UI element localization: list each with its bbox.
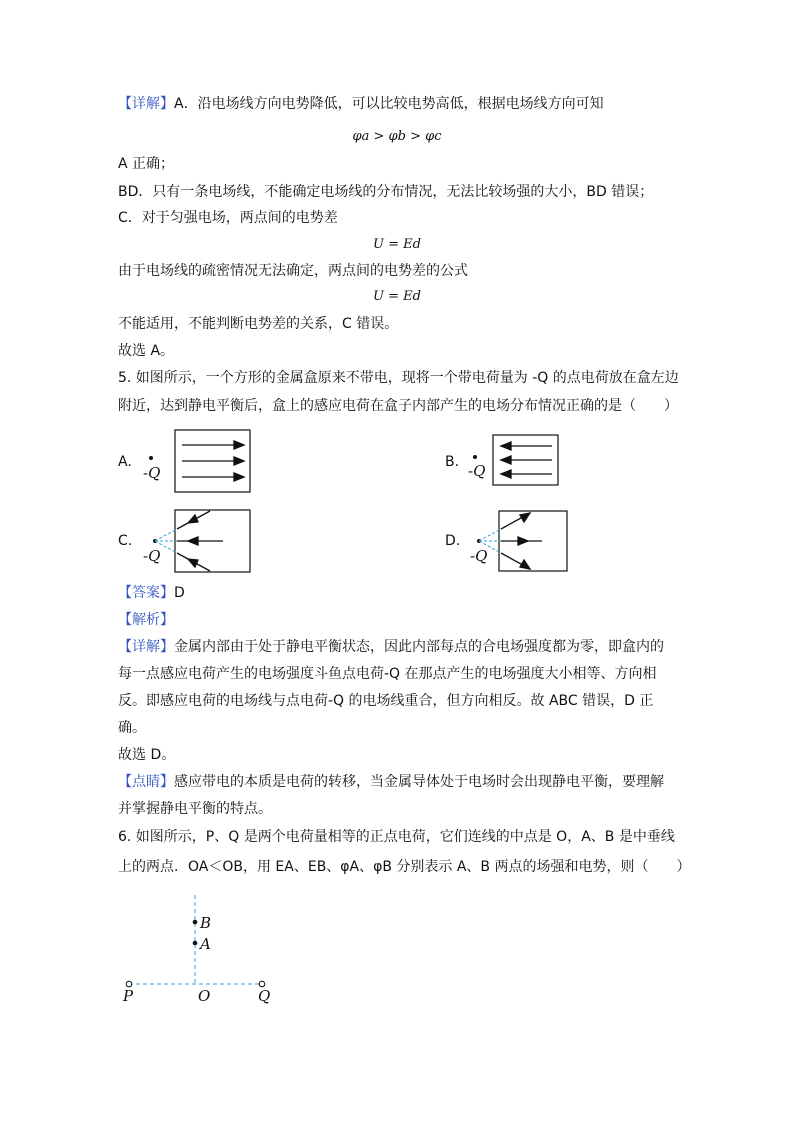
q5-detail-l2: 每一点感应电荷产生的电场强度斗鱼点电荷-Q 在那点产生的电场强度大小相等、方向相: [118, 666, 657, 682]
point-b: [193, 920, 198, 925]
formula-u2: U = Ed: [373, 289, 421, 304]
q5-analysis-tag: [118, 610, 174, 630]
q5-detail-l3: 反。即感应电荷的电场线与点电荷-Q 的电场线重合，但方向相反。故 ABC 错误，D 正: [118, 693, 654, 709]
label-p: P: [123, 987, 134, 1005]
q5-stem-line2: 附近，达到静电平衡后，盒上的感应电荷在盒子内部产生的电场分布情况正确的是（ ）: [118, 398, 678, 414]
field-lines: [182, 441, 244, 481]
q6-diagram: [118, 895, 288, 1010]
detail-text: 金属内部由于处于静电平衡状态，因此内部每点的合电场强度都为零，即盒内的: [174, 639, 664, 655]
option-c-label: C.: [118, 533, 133, 549]
a-correct: A 正确；: [118, 156, 175, 172]
option-a-label: A.: [118, 454, 132, 470]
bd-line: BD．只有一条电场线，不能确定电场线的分布情况，无法比较场强的大小，BD 错误；: [118, 184, 654, 200]
c-line: C．对于匀强电场，两点间的电势差: [118, 210, 338, 226]
prev-detail-line: [118, 94, 604, 114]
label-o: O: [198, 987, 211, 1005]
choose-a: 故选 A。: [118, 343, 175, 359]
label-b: B: [200, 914, 212, 932]
q5-detail-l4: 确。: [118, 720, 146, 736]
charge-label: -Q: [143, 464, 161, 482]
field-lines: [177, 511, 223, 571]
charge-label: -Q: [470, 547, 488, 565]
detail-tag: 【详解】: [118, 639, 174, 655]
q5-point-l1: [118, 772, 664, 792]
point-text: 感应带电的本质是电荷的转移，当金属导体处于电场时会出现静电平衡，要理解: [174, 774, 664, 790]
field-lines: [501, 513, 542, 569]
charge-q: [259, 981, 265, 987]
option-d-diagram: [466, 505, 576, 577]
reason-line: 由于电场线的疏密情况无法确定，两点间的电势差的公式: [118, 263, 468, 279]
answer-tag: 【答案】: [118, 585, 174, 601]
q5-answer-line: [118, 583, 185, 603]
c-wrong-line: 不能适用，不能判断电势差的关系，C 错误。: [118, 316, 399, 332]
q6-stem-line1: 6. 如图所示，P、Q 是两个电荷量相等的正点电荷，它们连线的中点是 O，A、B 是中垂线: [118, 829, 675, 845]
option-b-label: B.: [445, 454, 460, 470]
field-lines: [501, 442, 552, 478]
q5-detail-l1: [118, 637, 664, 657]
option-b-diagram: [466, 432, 576, 492]
charge-dot: [473, 455, 477, 459]
charge-dot: [149, 456, 153, 460]
point-tag: 【点睛】: [118, 774, 174, 790]
formula-u1: U = Ed: [373, 237, 421, 252]
detail-text: A．沿电场线方向电势降低，可以比较电势高低，根据电场线方向可知: [174, 96, 604, 112]
option-d-label: D.: [445, 533, 461, 549]
analysis-tag: 【解析】: [118, 612, 174, 628]
label-q: Q: [258, 987, 271, 1005]
option-a-diagram: [140, 425, 260, 497]
charge-label: -Q: [143, 547, 161, 565]
q5-stem-line1: 5. 如图所示，一个方形的金属盒原来不带电，现将一个带电荷量为 -Q 的点电荷放在盒左边: [118, 370, 679, 386]
formula-phi: φa > φb > φc: [352, 129, 442, 144]
answer-value: D: [174, 585, 185, 601]
q5-point-l2: 并掌握静电平衡的特点。: [118, 801, 272, 817]
charge-label: -Q: [468, 462, 486, 480]
charge-p: [126, 981, 132, 987]
label-a: A: [200, 935, 211, 953]
q6-stem-line2: 上的两点．OA＜OB，用 EA、EB、φA、φB 分别表示 A、B 两点的场强和电势，则（ ）: [118, 859, 691, 875]
option-c-diagram: [140, 505, 260, 577]
q5-choose: 故选 D。: [118, 747, 176, 763]
point-a: [193, 941, 198, 946]
detail-tag: 【详解】: [118, 96, 174, 112]
